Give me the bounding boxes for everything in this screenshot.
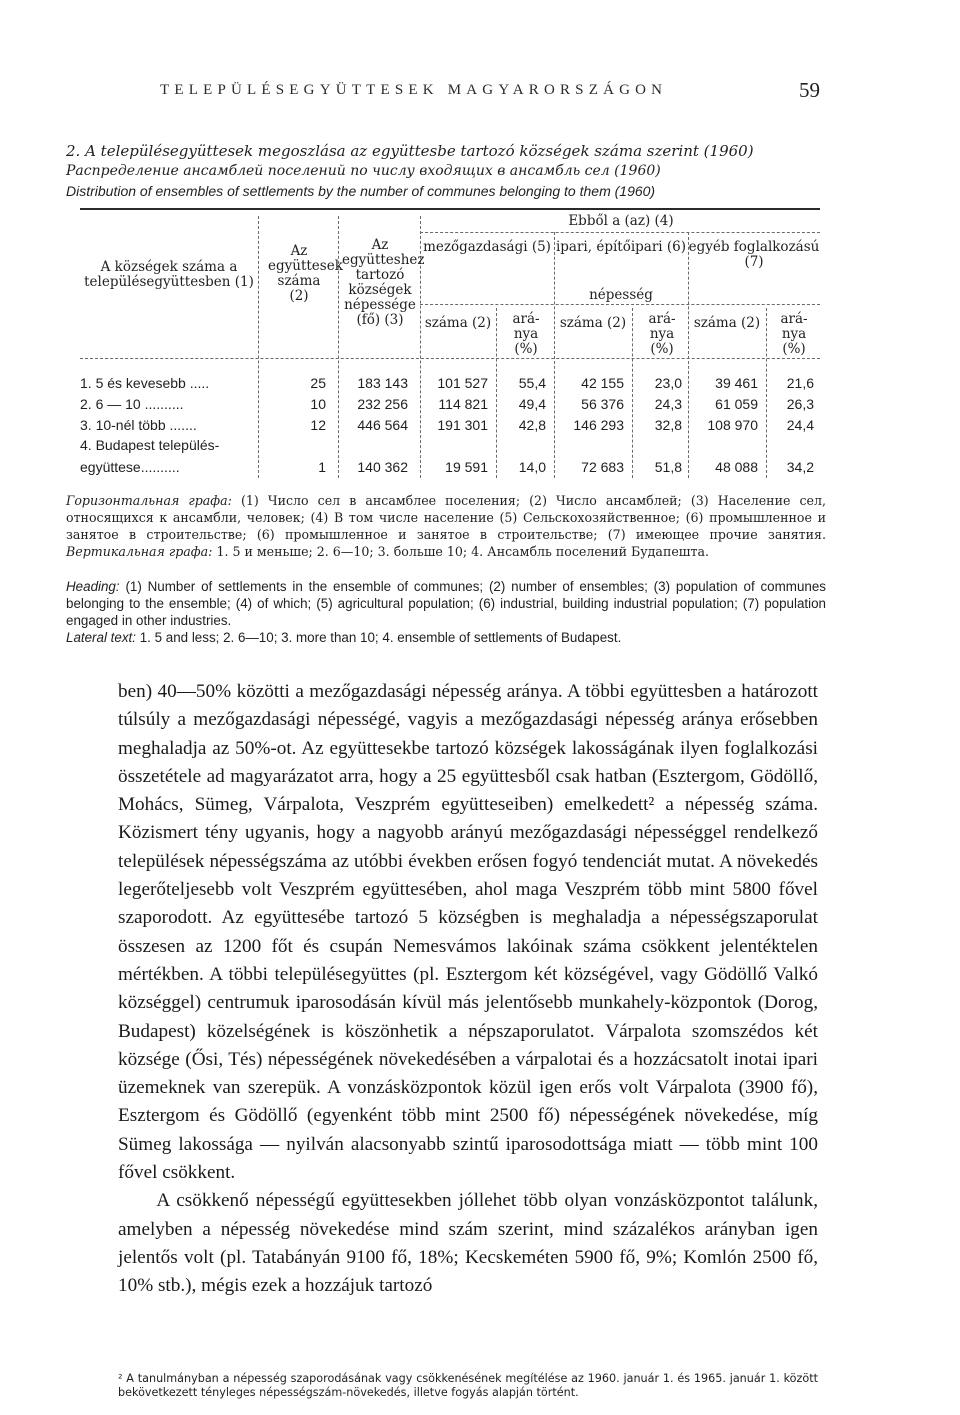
body-text <box>118 678 818 1301</box>
note-text: 1. 5 and less; 2. 6—10; 3. more than 10; 4. ensemble of settlements of Budapest. <box>139 630 622 645</box>
row-label: 4. Budapest település- <box>80 437 220 453</box>
note-label: Lateral text: <box>66 630 136 645</box>
paragraph: A csökkenő népességű együttesekben jóllehet több olyan vonzásközpontot találunk, amelyben a népesség növekedése mind szám szerint, mind százalékos arányban igen jelentős volt (pl. Tatabányán 9100 fő, 18%; Kecskeméten 5900 fő, 9%; Komlón 2500 fő, 10% stb.), mégis ezek a hozzájuk tartozó <box>118 1190 818 1297</box>
header-col5: mezőgazdasági (5) <box>423 239 551 255</box>
cell-agr-count: 191 301 <box>437 417 488 433</box>
cell-oth-count: 61 059 <box>715 396 758 412</box>
table-top-rule <box>80 208 820 210</box>
header-nepesseg: népesség <box>589 287 653 303</box>
table-caption-english: Distribution of ensembles of settlements by the number of communes belonging to them (1960) <box>66 183 656 199</box>
cell-oth-count: 108 970 <box>707 417 758 433</box>
row-label: 3. 10-nél több ....... <box>80 417 197 433</box>
header-col3: Az együtteshez tartozó községek népessége (fő) (3) <box>342 237 425 328</box>
cell-ind-pct: 32,8 <box>654 417 682 433</box>
cell-ensembles: 25 <box>310 375 326 391</box>
footnote: ² A tanulmányban a népesség szaporodásának vagy csökkenésének megítélése az 1960. január 1. és 1965. január 1. között bekövetkezett tényleges népességszám-növekedés, illetve fogyás alapján történt. <box>118 1372 818 1399</box>
table-header-rule <box>80 358 820 359</box>
header-col6: ipari, építőipari (6) <box>555 239 687 255</box>
cell-ind-count: 56 376 <box>581 396 624 412</box>
table-row <box>80 418 820 438</box>
group-header-rule <box>420 232 820 233</box>
note-label: Heading: <box>66 579 120 594</box>
note-text: (1) Number of settlements in the ensemble of communes; (2) number of ensembles; (3) population of communes belonging to the ensemble; (4) of which; (5) agricultural population; (6) industrial, building industrial population; (7) population engaged in other industries. <box>66 579 826 628</box>
table-caption-russian: Распределение ансамблей поселений по числу входящих в ансамбль сел (1960) <box>66 163 661 179</box>
cell-ind-pct: 24,3 <box>654 396 682 412</box>
note-text: (1) Число сел в ансамблее поселения; (2) Число ансамблей; (3) Население сел, относящихся к ансамбли, человек; (4) В том числе население (5) Сельскохозяйственное; (6) промышленное и занятое в строительстве; (6) промышленное и занятое в строительстве; (7) имеющее прочие занятия. <box>66 493 826 542</box>
cell-oth-count: 48 088 <box>715 459 758 475</box>
cell-agr-count: 114 821 <box>438 396 488 412</box>
table-row <box>80 376 820 396</box>
cell-agr-pct: 55,4 <box>518 375 546 391</box>
cell-agr-pct: 14,0 <box>518 459 546 475</box>
subheader-pct-oth: ará- nya (%) <box>780 311 808 357</box>
group-header: Ebből a (az) (4) <box>568 213 674 229</box>
header-col7: egyéb foglalkozású (7) <box>688 239 820 270</box>
cell-oth-pct: 34,2 <box>786 459 814 475</box>
table-row <box>80 397 820 417</box>
table-row-label-prefix <box>80 438 820 458</box>
table-caption-hungarian: 2. A településegyüttesek megoszlása az együttesbe tartozó községek száma szerint (1960) <box>66 142 754 160</box>
russian-notes <box>66 492 826 560</box>
cell-population: 140 362 <box>357 459 408 475</box>
row-label: 1. 5 és kevesebb ..... <box>80 375 210 391</box>
cell-ind-count: 72 683 <box>581 459 624 475</box>
cell-oth-count: 39 461 <box>715 375 758 391</box>
subheader-count-ind: száma (2) <box>559 315 627 331</box>
cell-population: 446 564 <box>357 417 408 433</box>
cell-ind-count: 42 155 <box>581 375 624 391</box>
note-label: Вертикальная графа: <box>66 544 213 559</box>
subheader-count-oth: száma (2) <box>693 315 761 331</box>
cell-oth-pct: 24,4 <box>786 417 814 433</box>
cell-ind-count: 146 293 <box>573 417 624 433</box>
cell-population: 232 256 <box>357 396 408 412</box>
header-col1: A községek száma a településegyüttesben (1) <box>84 259 254 290</box>
row-label: 2. 6 — 10 .......... <box>80 396 184 412</box>
cell-agr-count: 101 527 <box>437 375 488 391</box>
english-notes <box>66 578 826 646</box>
running-title: TELEPÜLÉSEGYÜTTESEK MAGYARORSZÁGON <box>160 82 668 98</box>
page-number: 59 <box>799 78 820 102</box>
paragraph: ben) 40—50% közötti a mezőgazdasági népesség aránya. A többi együttesben a határozott túlsúly a mezőgazdasági népességé, vagyis a mezőgazdasági népesség aránya erősebben meghaladja az 50%-ot. Az együttesekbe tartozó községek lakosságának ilyen foglalkozási összetétele ad magyarázatot arra, hogy a 25 együttesből csak hatban (Esztergom, Gödöllő, Mohács, Sümeg, Várpalota, Veszprém együtteseiben) emelkedett² a népesség száma. Közismert tény ugyanis, hogy a nagyobb arányú mezőgazdasági népességgel rendelkező települések népességszáma az utóbbi években erősen fogyó tendenciát mutat. A növekedés legerőteljesebb volt Veszprém együttesében, ahol maga Veszprém több mint 5800 fővel szaporodott. Az együttesébe tartozó 5 községben is meghaladja a népességszaporulat összesen az 1200 főt és csupán Nemesvámos lakóinak száma csökkent jelentéktelen mértékben. A többi településegyüttes (pl. Esztergom két községével, vagy Gödöllő Valkó községgel) centrumuk iparosodásán kívül más jelentősebb munkahely-központok (Dorog, Budapest) közelségének is köszönhetik a népszaporulatot. Várpalota szomszédos két községe (Ősi, Tés) népességének növekedésében a várpalotai és a hozzácsatolt inotai ipari üzemeknek van szerepük. A vonzásközpontok közül igen erős volt Várpalota (3900 fő), Esztergom és Gödöllő (egyenként több mint 2500 fő) népességének növekedése, míg Sümeg lakossága — nyilván alacsonyabb szintű iparosodottsága miatt — több mint 100 fővel csökkent. <box>118 681 818 1184</box>
cell-ensembles: 1 <box>318 459 326 475</box>
row-label: együttese.......... <box>80 459 180 475</box>
statistics-table <box>80 208 820 483</box>
cell-oth-pct: 21,6 <box>786 375 814 391</box>
subheader-count-agr: száma (2) <box>424 315 492 331</box>
subheader-pct-agr: ará- nya (%) <box>512 311 540 357</box>
table-row <box>80 460 820 480</box>
cell-agr-count: 19 591 <box>445 459 488 475</box>
cell-agr-pct: 42,8 <box>518 417 546 433</box>
cell-population: 183 143 <box>357 375 408 391</box>
cell-ind-pct: 23,0 <box>654 375 682 391</box>
cell-ind-pct: 51,8 <box>654 459 682 475</box>
cell-agr-pct: 49,4 <box>518 396 546 412</box>
note-label: Горизонтальная графа: <box>66 493 232 508</box>
header-col2: Az együttesek száma (2) <box>268 243 343 304</box>
cell-ensembles: 12 <box>310 417 326 433</box>
subheader-pct-ind: ará- nya (%) <box>648 311 676 357</box>
cell-ensembles: 10 <box>310 396 326 412</box>
note-text: 1. 5 и меньше; 2. 6—10; 3. больше 10; 4. Ансамбль поселений Будапешта. <box>216 544 709 559</box>
subheader-rule <box>420 304 820 305</box>
cell-oth-pct: 26,3 <box>786 396 814 412</box>
